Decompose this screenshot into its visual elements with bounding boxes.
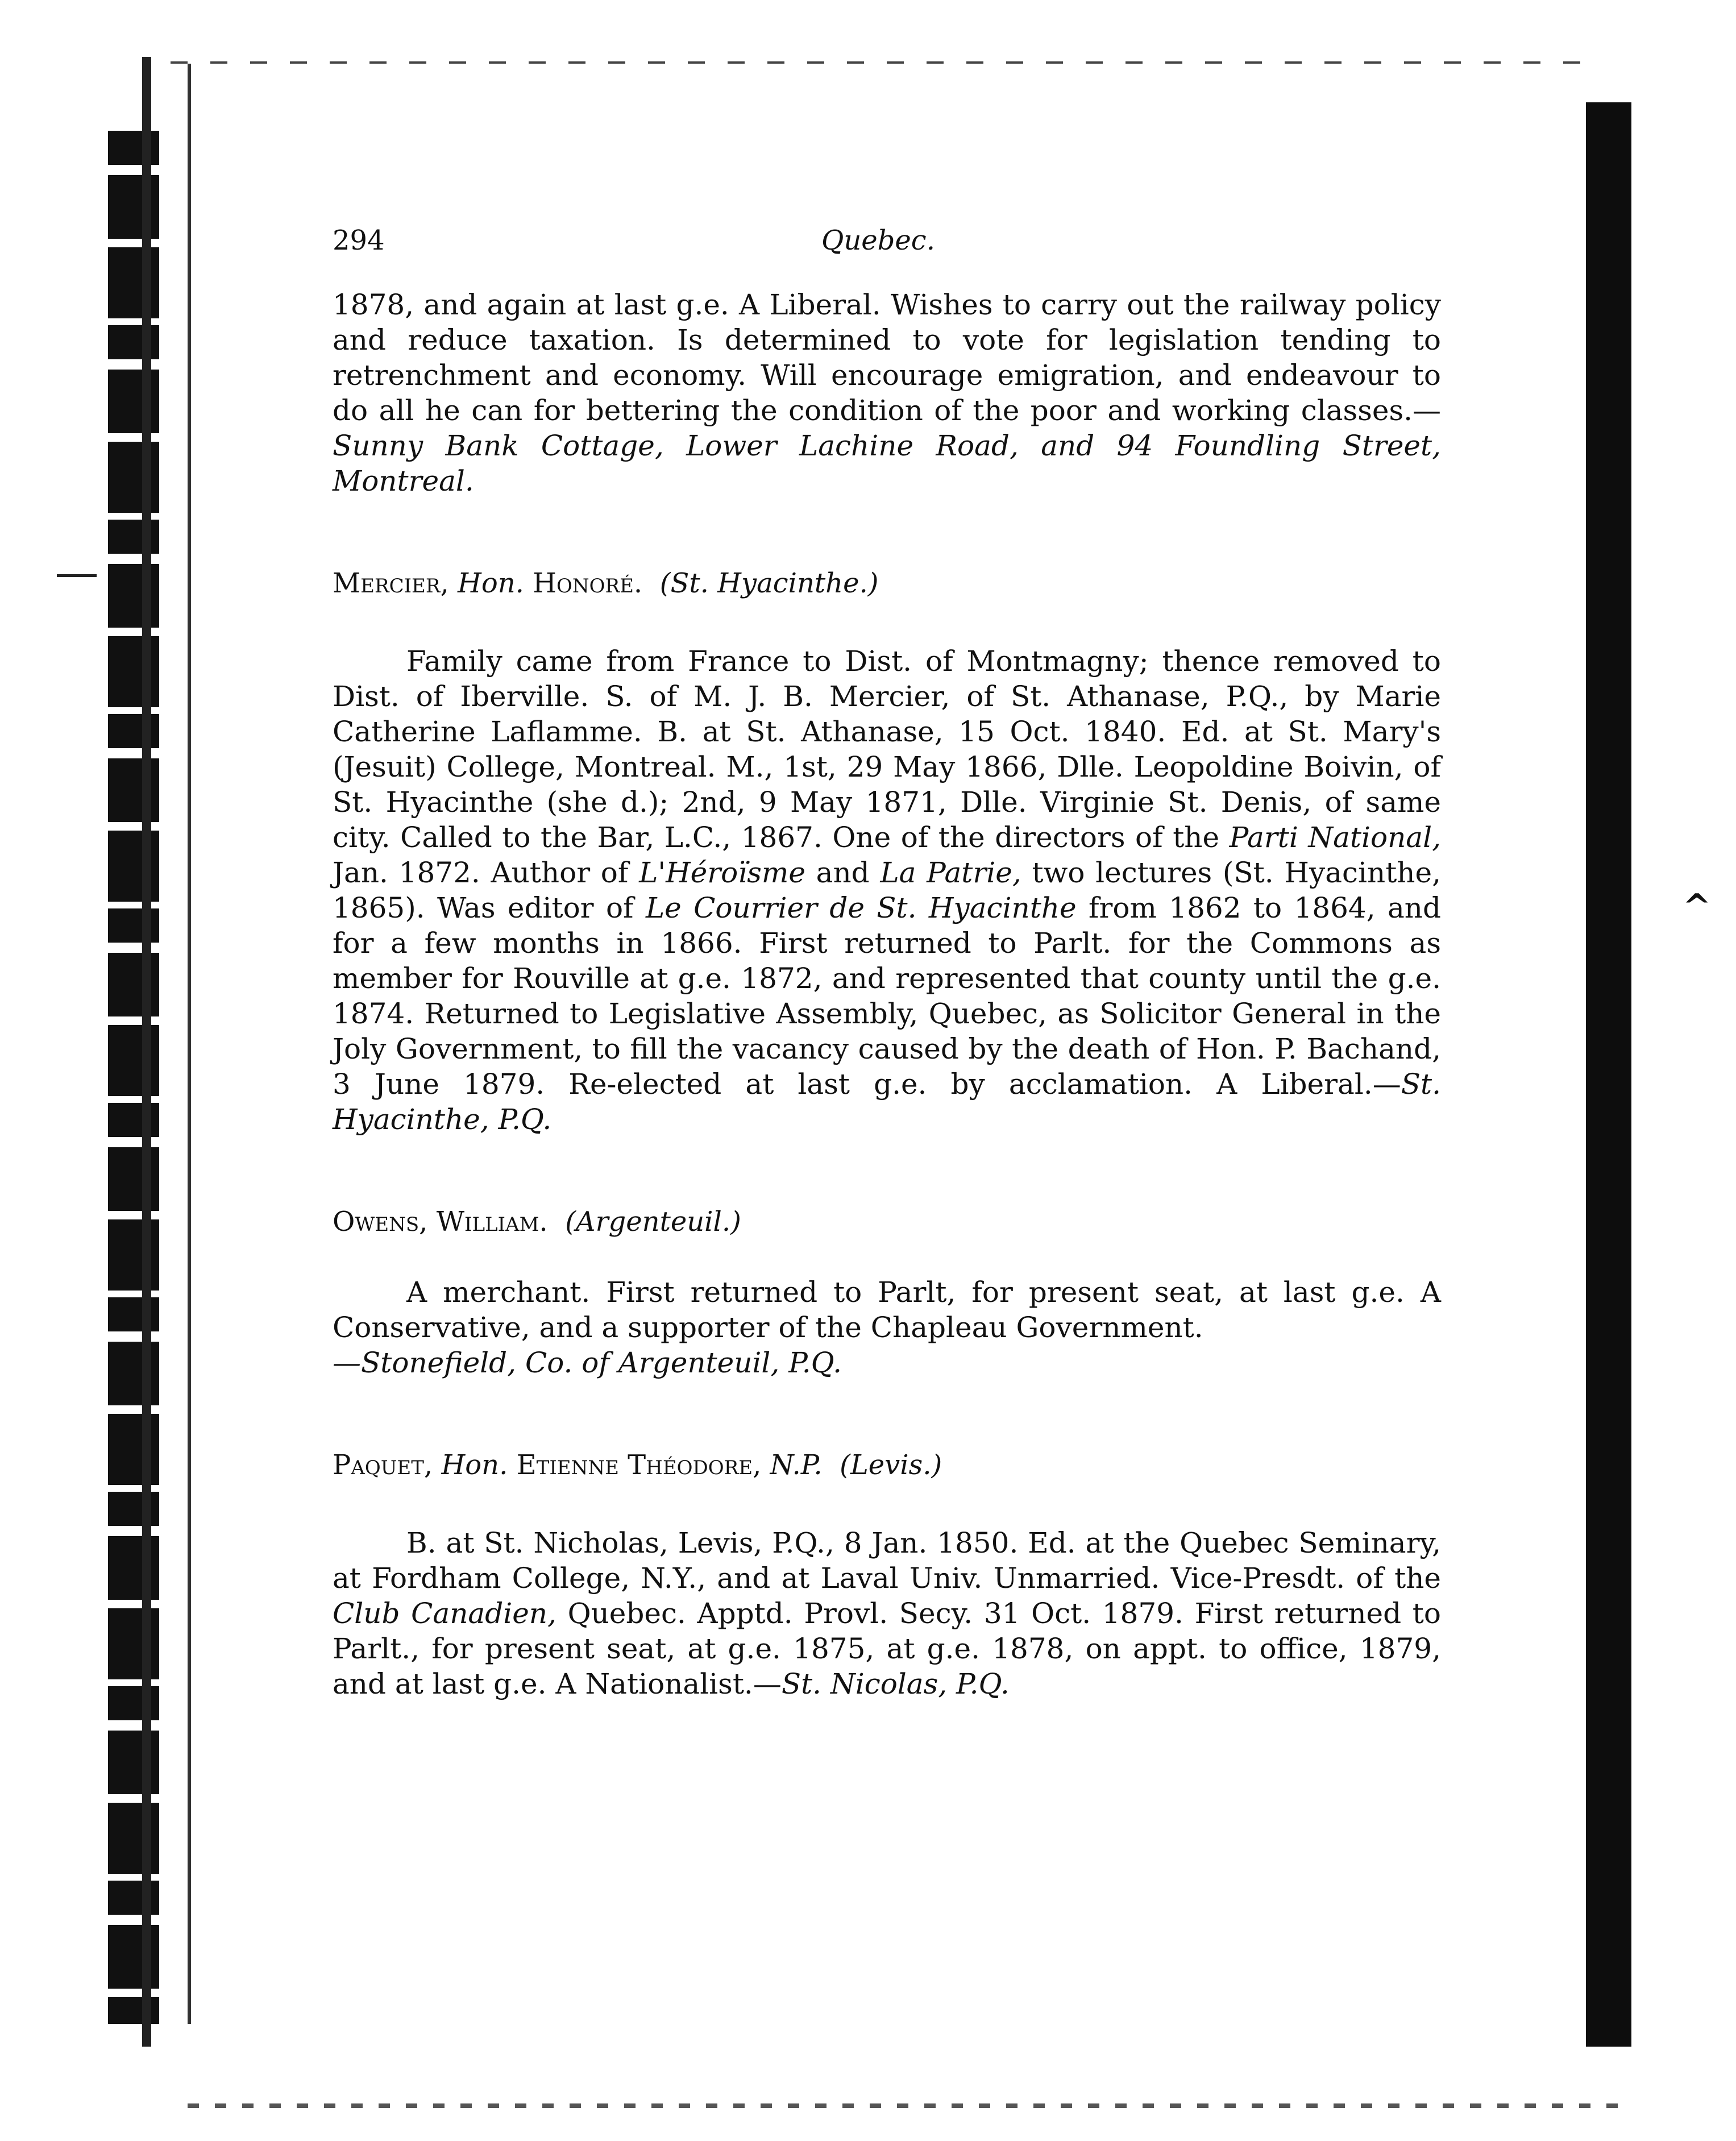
- continuation-paragraph: [333, 287, 1441, 499]
- scan-margin-tick: [57, 574, 97, 577]
- entry-heading-owens: [333, 1204, 1441, 1239]
- entry-text: and: [805, 856, 881, 889]
- entry-suffix: N.P.: [770, 1449, 823, 1481]
- entry-body-paquet: [333, 1525, 1441, 1702]
- entry-text: Quebec. Apptd. Provl. Secy. 31 Oct. 1879. First returned to Parlt., for present seat, at g.e. 1875, at g.e. 1878, on appt. to office, 1879, and at last g.e. A Nationalist.—: [333, 1597, 1441, 1700]
- entry-surname: Mercier: [333, 567, 441, 599]
- entry-constituency: (Levis.): [840, 1449, 942, 1481]
- entry-italic: L'Héroïsme: [639, 856, 805, 889]
- page-header: [333, 225, 1441, 287]
- page-number: 294: [333, 225, 385, 256]
- entry-italic: Le Courrier de St. Hyacinthe: [645, 891, 1077, 924]
- entry-heading-paquet: [333, 1447, 1441, 1483]
- running-head: Quebec.: [821, 225, 935, 256]
- entry-body-owens: [333, 1275, 1441, 1380]
- page-margin-rule: [188, 63, 191, 2024]
- scan-edge-shadow-left: [108, 131, 159, 2024]
- scan-edge-shadow-right: [1586, 102, 1631, 2047]
- entry-italic: Club Canadien,: [333, 1597, 556, 1630]
- entry-constituency: (Argenteuil.): [565, 1206, 741, 1238]
- scan-bottom-edge: [188, 2103, 1620, 2108]
- entry-text: B. at St. Nicholas, Levis, P.Q., 8 Jan. 1850. Ed. at the Quebec Seminary, at Fordham College, N.Y., and at Laval Univ. Unmarried. Vice-Presdt. of the: [333, 1526, 1441, 1595]
- entry-italic: Parti National,: [1229, 821, 1441, 854]
- entry-address: —Stonefield, Co. of Argenteuil, P.Q.: [333, 1346, 842, 1379]
- entry-text: Family came from France to Dist. of Montmagny; thence removed to Dist. of Iberville. S. of M. J. B. Mercier, of St. Athanase, P.Q., by Marie Catherine Laflamme. B. at St. Athanase, 15 Oct. 1840. Ed. at St. Mary's (Jesuit) College, Montreal. M., 1st, 29 May 1866, Dlle. Leopoldine Boivin, of St. Hyacinthe (she d.); 2nd, 9 May 1871, Dlle. Virginie St. Denis, of same city. Called to the Bar, L.C., 1867. One of the directors of the: [333, 645, 1441, 854]
- entry-text: from 1862 to 1864, and for a few months in 1866. First returned to Parlt. for the Commons as member for Rouville at g.e. 1872, and represented that county until the g.e. 1874. Returned to Legislative Assembly, Quebec, as Solicitor General in the Joly Government, to fill the vacancy caused by the death of Hon. P. Bachand, 3 June 1879. Re-elected at last g.e. by acclamation. A Liberal.—: [333, 891, 1442, 1101]
- entry-body-mercier: [333, 644, 1441, 1137]
- continuation-address: Sunny Bank Cottage, Lower Lachine Road, and 94 Foundling Street, Montreal.: [333, 429, 1441, 497]
- entry-title: Hon.: [457, 567, 524, 599]
- entry-given-name: Etienne Théodore,: [516, 1449, 762, 1481]
- entry-constituency: (St. Hyacinthe.): [659, 567, 879, 599]
- entry-surname: Owens,: [333, 1206, 428, 1238]
- entry-text: two lectures (St. Hyacinthe, 1865). Was editor of: [333, 856, 1441, 924]
- document-page: [333, 225, 1441, 1702]
- caret-mark-icon: ^: [1683, 887, 1712, 927]
- entry-text: A merchant. First returned to Parlt, for present seat, at last g.e. A Conservative, and a supporter of the Chapleau Government.: [333, 1276, 1441, 1344]
- entry-address: St. Nicolas, P.Q.: [781, 1667, 1010, 1700]
- entry-surname: Paquet,: [333, 1449, 433, 1481]
- continuation-text: 1878, and again at last g.e. A Liberal. Wishes to carry out the railway policy and reduce taxation. Is determined to vote for legislation tending to retrenchment and economy. Will encourage emigration, and endeavour to do all he can for bettering the condition of the poor and working classes.—: [333, 288, 1441, 427]
- entry-given-name: William.: [436, 1206, 548, 1238]
- scan-edge-line-left: [142, 57, 151, 2047]
- entry-address: St. Hyacinthe, P.Q.: [333, 1068, 1441, 1136]
- scan-top-edge: [171, 61, 1592, 64]
- entry-heading-mercier: Mercier, Hon. Honoré. (St. Hyacinthe.): [333, 567, 879, 599]
- entry-title: Hon.: [441, 1449, 508, 1481]
- entry-text: Jan. 1872. Author of: [333, 856, 639, 889]
- entry-italic: La Patrie,: [880, 856, 1021, 889]
- entry-given-name: Honoré.: [533, 567, 643, 599]
